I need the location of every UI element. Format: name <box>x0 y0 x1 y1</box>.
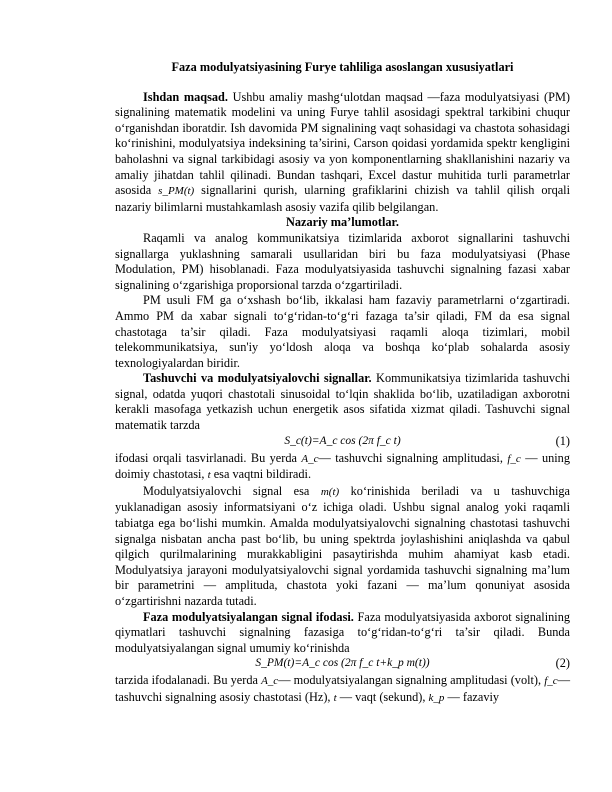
math-run: m(t) <box>320 485 340 498</box>
text-run: — modulyatsiyalangan signalning amplitudasi (volt), <box>278 673 545 688</box>
text-run: tarzida ifodalanadi. Bu yerda <box>115 673 262 688</box>
text-run: — vaqt (sekund), <box>336 689 429 704</box>
equation-2-number: (2) <box>555 656 570 671</box>
equation-2 <box>115 656 570 673</box>
math-run: f_c <box>544 675 558 688</box>
text-run: — uning doimiy chastotasi, <box>115 450 570 482</box>
intro-label: Ishdan maqsad. <box>143 89 228 104</box>
paragraph-5 <box>115 610 570 657</box>
equation-1-number: (1) <box>555 433 570 448</box>
intro-paragraph <box>115 90 570 216</box>
paragraph-1: Raqamli va analog kommunikatsiya tizimlarida axborot signallarini tashuvchi signallarga yuklashning samarali usullaridan biri bu faza modulyatsiyasi (Phase Modulation, PM) hisoblanadi. Faza modulyatsiyasida tashuvchi signalning fazasi xabar signalining o‘zgarishiga proporsional tarzda o‘zgartiriladi. <box>115 230 570 292</box>
equation-1-formula: S_c(t)=A_c cos (2π f_c t) <box>284 434 401 447</box>
text-run: ifodasi orqali tasvirlanadi. Bu yerda <box>115 450 302 465</box>
after-equation-2 <box>115 673 570 706</box>
paragraph-3-text: Kommunikatsiya tizimlarida tashuvchi signal, odatda yuqori chastotali sinusoidal to‘lqin shaklida bo‘lib, uzatiladigan axborotni kerakli masofaga yetkazish uchun energetik asos sifatida xizmat qiladi. Tashuvchi signal matematik tarzda <box>115 371 570 433</box>
text-run: ko‘rinishida beriladi va u tashuvchiga yuklanadigan asosiy informatsiyani o‘z ichiga oladi. Ushbu signal analog yoki raqamli tabiatga ega bo‘lishi mumkin. Amalda modulyatsiyalovchi signalning chastotasi tashuvchi signalga nisbatan ancha past bo‘lib, bu uning spektrda joylashishini aniqlashda va qabul qilgich qurilmalarining murakkabligini pasaytirishda muhim ahamiyat kasb etadi. Modulyatsiya jarayoni modulyatsiyalovchi signal yordamida tashuvchi signalning ma’lum bir parametrini — amplituda, chastota yoki fazani — ma’lum qonuniyat asosida o‘zgartirishni nazarda tutadi. <box>115 483 571 608</box>
paragraph-5-text: Faza modulyatsiyasida axborot signalining qiymatlari tashuvchi signalning fazasiga to‘g‘ridan-to‘g‘ri ta’sir qiladi. Bunda modulyatsiyalangan signal umumiy ko‘rinishda <box>115 609 570 655</box>
intro-text-a: Ushbu amaliy mashg‘ulotdan maqsad —faza modulyatsiyasi (PM) signalining matematik modelini va uning Furye tahlil asosidagi spektral tarkibini chuqur o‘rganishdan iboratdir. Ish davomida PM signalining vaqt sohasidagi va chastota sohasidagi ko‘rinishini, modulyatsiya indeksining ta’sirini, Carson qoidasi yordamida spektr kengligini baholashni va signal tarkibidagi asosiy va yon komponentlarning shakllanishini nazariy va amaliy jihatdan tahlil qilinadi. Bundan tashqari, Excel dastur muhitida turli parametrlar asosida <box>115 89 571 198</box>
text-run: Modulyatsiyalovchi signal esa <box>143 483 321 498</box>
text-run: esa vaqtni bildiradi. <box>210 467 312 482</box>
equation-1 <box>115 434 570 451</box>
intro-text-b: signallarini qurish, ularning grafiklarini chizish va tahlil qilish orqali nazariy bilimlarni mustahkamlash asosiy vazifa qilib belgilangan. <box>115 183 571 214</box>
math-run: f_c <box>507 452 521 465</box>
paragraph-5-label: Faza modulyatsiyalangan signal ifodasi. <box>143 609 354 624</box>
document-page <box>115 60 570 707</box>
paragraph-3-label: Tashuvchi va modulyatsiyalovchi signallar. <box>143 371 372 386</box>
document-title: Faza modulyatsiyasining Furye tahliliga asoslangan xususiyatlari <box>171 60 514 74</box>
theory-title: Nazariy ma’lumotlar. <box>286 215 399 230</box>
equation-2-formula: S_PM(t)=A_c cos (2π f_c t+k_p m(t)) <box>255 657 430 670</box>
paragraph-4 <box>115 484 570 610</box>
paragraph-2: PM usuli FM ga o‘xshash bo‘lib, ikkalasi ham fazaviy parametrlarni o‘zgartiradi. Ammo PM da xabar signali to‘g‘ridan-to‘g‘ri fazaga ta’sir qiladi, FM da esa signal chastotaga ta’sir qiladi. Faza modulyatsiyasi raqamli aloqa tizimlari, mobil telekommunikatsiya, sun'iy yo‘ldosh aloqa va boshqa ko‘plab sohalarda asosiy texnologiyalardan biridir. <box>115 293 570 370</box>
math-run: k_p <box>428 691 445 704</box>
text-run: — tashuvchi signalning asosiy chastotasi (Hz), <box>115 673 570 704</box>
after-equation-1 <box>115 451 570 484</box>
text-run: — fazaviy <box>444 689 500 704</box>
math-run: A_c <box>261 675 279 688</box>
paragraph-3 <box>115 371 570 433</box>
intro-math: s_PM(t) <box>158 185 195 198</box>
text-run: — tashuvchi signalning amplitudasi, <box>318 450 508 465</box>
math-run: t <box>333 691 337 704</box>
math-run: A_c <box>301 452 319 465</box>
math-run: t <box>207 469 211 482</box>
